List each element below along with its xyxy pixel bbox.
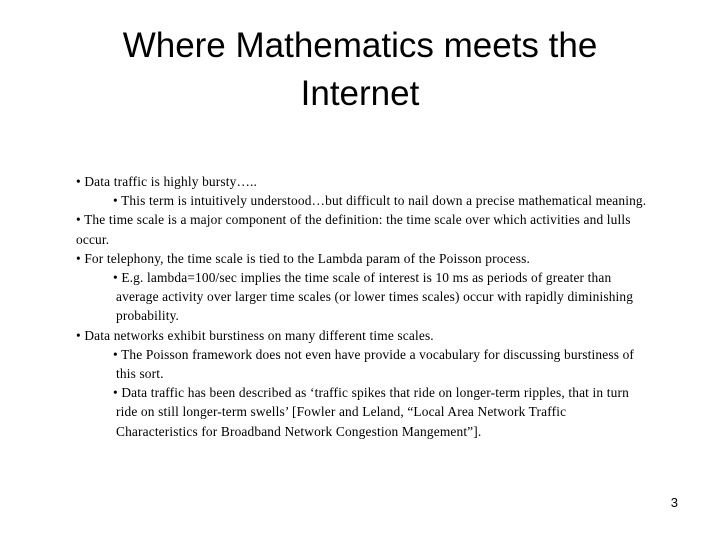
slide-title-line-2: Internet <box>300 74 420 113</box>
slide-title-line-1: Where Mathematics meets the <box>122 26 598 65</box>
bullet-time-scale: • The time scale is a major component of the definition: the time scale over which activities and lulls occur. <box>76 212 631 247</box>
bullet-data-traffic-bursty: • Data traffic is highly bursty….. <box>76 174 257 189</box>
bullet-telephony: • For telephony, the time scale is tied to the Lambda param of the Poisson process. <box>76 250 530 266</box>
sub-bullet-poisson-framework: • The Poisson framework does not even have provide a vocabulary for discussing burstiness of this sort. <box>113 346 635 382</box>
sub-bullet-lambda-example: • E.g. lambda=100/sec implies the time scale of interest is 10 ms as periods of greater than average activity over larger time scales (or lower times scales) occur with rapidly diminishing probability. <box>113 270 634 324</box>
slide-title <box>60 22 660 118</box>
bullet-data-networks: • Data networks exhibit burstiness on many different time scales. <box>76 327 434 343</box>
slide-body <box>76 172 648 441</box>
sub-bullet-traffic-spikes-quote: • Data traffic has been described as ‘traffic spikes that ride on longer-term ripples, that in turn ride on still longer-term swells’ [Fowler and Leland, “Local Area Network Traffic Characteristics for Broadband Network Congestion Mangement”]. <box>113 385 629 439</box>
sub-bullet-intuitive-term: • This term is intuitively understood…but difficult to nail down a precise mathematical meaning. <box>113 193 647 209</box>
page-number: 3 <box>670 495 678 510</box>
